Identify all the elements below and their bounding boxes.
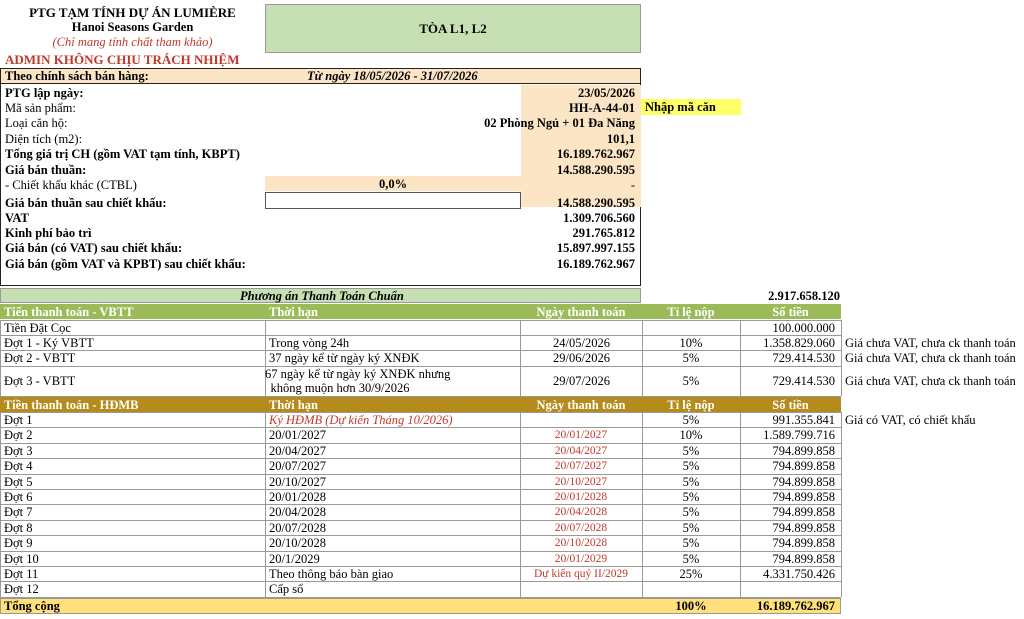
info-value: 101,1 bbox=[606, 132, 635, 146]
grid-col-line bbox=[520, 320, 521, 396]
reference-note: (Chỉ mang tính chất tham khảo) bbox=[52, 35, 213, 49]
hdmb-stage: Đợt 7 bbox=[4, 505, 33, 520]
hdmb-stage: Đợt 4 bbox=[4, 459, 33, 474]
hdmb-date: 20/01/2028 bbox=[554, 491, 608, 503]
hdmb-rate: 5% bbox=[682, 551, 700, 566]
info-value: 14.588.290.595 bbox=[556, 163, 635, 177]
info-value: 16.189.762.967 bbox=[556, 257, 635, 271]
plan-total: 2.917.658.120 bbox=[768, 289, 840, 303]
admin-disclaimer: ADMIN KHÔNG CHỊU TRÁCH NHIỆM bbox=[5, 52, 240, 67]
info-label: Giá bán (có VAT) sau chiết khấu: bbox=[5, 241, 183, 255]
hdmb-term: 20/04/2027 bbox=[269, 443, 326, 458]
hdmb-term: Ký HĐMB (Dự kiến Tháng 10/2026) bbox=[269, 413, 453, 427]
hdmb-term: 20/01/2027 bbox=[269, 428, 326, 443]
hdmb-date: 20/10/2028 bbox=[554, 537, 608, 550]
vbtt-amount: 729.414.530 bbox=[772, 351, 835, 365]
hdmb-rate: 5% bbox=[682, 490, 700, 504]
vbtt-term: 37 ngày kể từ ngày ký XNĐK bbox=[269, 351, 420, 365]
info-value: 16.189.762.967 bbox=[556, 147, 635, 161]
table-header: Tỉ lệ nộp bbox=[667, 305, 715, 319]
vbtt-stage: Đợt 2 - VBTT bbox=[4, 351, 76, 365]
vbtt-amount: 1.358.829.060 bbox=[763, 336, 835, 350]
total-percent: 100% bbox=[675, 598, 707, 613]
vbtt-stage: Đợt 1 - Ký VBTT bbox=[4, 336, 94, 350]
vbtt-note: Giá chưa VAT, chưa ck thanh toán bbox=[845, 336, 1016, 350]
info-value: - bbox=[630, 178, 635, 192]
hdmb-term: 20/07/2027 bbox=[269, 459, 326, 474]
unit-code-hint: Nhập mã căn bbox=[645, 100, 716, 114]
grid-col-line bbox=[0, 412, 1, 597]
policy-value: Từ ngày 18/05/2026 - 31/07/2026 bbox=[307, 69, 478, 83]
vbtt-amount: 100.000.000 bbox=[772, 321, 835, 335]
info-label: PTG lập ngày: bbox=[5, 86, 84, 100]
hdmb-stage: Đợt 5 bbox=[4, 474, 33, 489]
hdmb-stage: Đợt 10 bbox=[4, 551, 39, 566]
grid-col-line bbox=[841, 320, 842, 396]
info-label: Loại căn hộ: bbox=[5, 116, 68, 130]
hdmb-amount: 794.899.858 bbox=[772, 520, 835, 535]
hdmb-rate: 5% bbox=[682, 505, 700, 520]
table-header: Số tiền bbox=[772, 305, 809, 319]
hdmb-amount: 794.899.858 bbox=[772, 443, 835, 458]
info-value: 1.309.706.560 bbox=[563, 211, 635, 225]
vbtt-note: Giá chưa VAT, chưa ck thanh toán bbox=[845, 351, 1016, 365]
hdmb-rate: 5% bbox=[682, 536, 700, 551]
hdmb-date: 20/04/2028 bbox=[554, 506, 608, 519]
grid-col-line bbox=[265, 412, 266, 597]
hdmb-date: 20/01/2029 bbox=[554, 552, 608, 565]
total-label: Tổng cộng bbox=[4, 598, 60, 613]
grid-col-line bbox=[0, 320, 1, 396]
vbtt-rate: 10% bbox=[679, 336, 703, 350]
info-label: Giá bán thuần: bbox=[5, 163, 87, 177]
table-header: Tỉ lệ nộp bbox=[667, 398, 715, 412]
hdmb-rate: 5% bbox=[682, 459, 700, 474]
table-header: Thời hạn bbox=[269, 305, 318, 319]
hdmb-term: 20/10/2027 bbox=[269, 474, 326, 489]
hdmb-stage: Đợt 12 bbox=[4, 582, 39, 597]
hdmb-rate: 5% bbox=[682, 474, 700, 489]
hdmb-amount: 1.589.799.716 bbox=[763, 428, 835, 443]
hdmb-date: 20/10/2027 bbox=[554, 475, 608, 488]
hdmb-term: Cấp sổ bbox=[269, 582, 304, 597]
vbtt-term: không muộn hơn 30/9/2026 bbox=[270, 381, 410, 395]
table-header: Ngày thanh toán bbox=[536, 305, 626, 319]
info-value: 02 Phòng Ngủ + 01 Đa Năng bbox=[484, 116, 635, 130]
hdmb-amount: 794.899.858 bbox=[772, 474, 835, 489]
vbtt-rate: 5% bbox=[682, 351, 700, 365]
hdmb-amount: 794.899.858 bbox=[772, 551, 835, 566]
hdmb-stage: Đợt 2 bbox=[4, 428, 33, 443]
vbtt-rate: 5% bbox=[682, 374, 700, 388]
project-title: PTG TẠM TÍNH DỰ ÁN LUMIÈRE bbox=[29, 5, 236, 20]
hdmb-stage: Đợt 8 bbox=[4, 520, 33, 535]
grid-row-line bbox=[0, 581, 841, 582]
hdmb-term: 20/04/2028 bbox=[269, 505, 326, 520]
total-amount: 16.189.762.967 bbox=[756, 598, 835, 613]
table-header: Ngày thanh toán bbox=[536, 398, 626, 412]
hdmb-rate: 5% bbox=[682, 443, 700, 458]
info-label: Diện tích (m2): bbox=[5, 132, 83, 146]
hdmb-amount: 991.355.841 bbox=[772, 413, 835, 427]
hdmb-rate: 25% bbox=[679, 567, 703, 581]
project-subtitle: Hanoi Seasons Garden bbox=[71, 20, 194, 34]
hdmb-term: 20/01/2028 bbox=[269, 490, 326, 504]
info-label: VAT bbox=[5, 211, 29, 225]
grid-col-line bbox=[841, 412, 842, 597]
info-label: Kinh phí bảo trì bbox=[5, 226, 92, 240]
vbtt-stage: Đợt 3 - VBTT bbox=[4, 374, 76, 388]
tower-banner bbox=[265, 4, 641, 53]
discount-percent[interactable]: 0,0% bbox=[379, 177, 408, 191]
info-label: Giá bán (gồm VAT và KPBT) sau chiết khấu: bbox=[5, 257, 246, 271]
hdmb-term: 20/07/2028 bbox=[269, 520, 326, 535]
grid-row-line bbox=[0, 320, 841, 321]
hdmb-amount: 4.331.750.426 bbox=[763, 567, 835, 581]
info-value: 23/05/2026 bbox=[578, 86, 635, 100]
hdmb-amount: 794.899.858 bbox=[772, 490, 835, 504]
table-header: Thời hạn bbox=[269, 398, 318, 412]
vbtt-stage: Tiền Đặt Cọc bbox=[4, 321, 71, 335]
info-value: 15.897.997.155 bbox=[556, 241, 635, 255]
info-value[interactable]: HH-A-44-01 bbox=[569, 101, 635, 115]
hdmb-date: 20/01/2027 bbox=[554, 429, 608, 442]
hdmb-term: 20/10/2028 bbox=[269, 536, 326, 551]
hdmb-amount: 794.899.858 bbox=[772, 536, 835, 551]
hdmb-date: 20/07/2027 bbox=[554, 460, 608, 473]
info-label: Mã sản phẩm: bbox=[5, 101, 76, 115]
hdmb-amount: 794.899.858 bbox=[772, 459, 835, 474]
info-label: Giá bán thuần sau chiết khấu: bbox=[5, 196, 167, 210]
hdmb-stage: Đợt 3 bbox=[4, 443, 33, 458]
hdmb-rate: 5% bbox=[682, 413, 700, 427]
hdmb-stage: Đợt 9 bbox=[4, 536, 33, 551]
vbtt-date: 29/07/2026 bbox=[553, 374, 610, 388]
hdmb-amount: 794.899.858 bbox=[772, 505, 835, 520]
vbtt-note: Giá chưa VAT, chưa ck thanh toán bbox=[845, 374, 1016, 388]
hdmb-rate: 5% bbox=[682, 520, 700, 535]
table-header: Tiền thanh toán - HĐMB bbox=[4, 398, 139, 412]
vbtt-amount: 729.414.530 bbox=[772, 374, 835, 388]
hdmb-date: 20/04/2027 bbox=[554, 444, 608, 457]
policy-label: Theo chính sách bán hàng: bbox=[5, 69, 149, 83]
hdmb-term: Theo thông báo bàn giao bbox=[269, 567, 394, 581]
hdmb-date: 20/07/2028 bbox=[554, 521, 608, 534]
vbtt-term: 67 ngày kể từ ngày ký XNĐK nhưng bbox=[265, 367, 451, 381]
info-label: - Chiết khấu khác (CTBL) bbox=[5, 178, 137, 192]
plan-label: Phương án Thanh Toán Chuẩn bbox=[240, 289, 404, 303]
table-header: Tiến thanh toán - VBTT bbox=[4, 305, 134, 319]
info-label: Tổng giá trị CH (gồm VAT tạm tính, KBPT) bbox=[5, 147, 240, 161]
table-header: Số tiền bbox=[772, 398, 809, 412]
vbtt-date: 29/06/2026 bbox=[553, 351, 610, 365]
hdmb-note: Giá có VAT, có chiết khấu bbox=[845, 413, 976, 427]
hdmb-date: Dự kiến quý II/2029 bbox=[533, 568, 629, 580]
hdmb-term: 20/1/2029 bbox=[269, 551, 320, 566]
tower-label: TÒA L1, L2 bbox=[419, 21, 487, 36]
hdmb-stage: Đợt 11 bbox=[4, 567, 39, 581]
hdmb-stage: Đợt 6 bbox=[4, 490, 33, 504]
hdmb-rate: 10% bbox=[679, 428, 703, 443]
vbtt-term: Trong vòng 24h bbox=[269, 336, 350, 350]
info-value: 14.588.290.595 bbox=[556, 196, 635, 210]
info-value: 291.765.812 bbox=[572, 226, 635, 240]
hdmb-stage: Đợt 1 bbox=[4, 413, 33, 427]
vbtt-date: 24/05/2026 bbox=[553, 336, 610, 350]
